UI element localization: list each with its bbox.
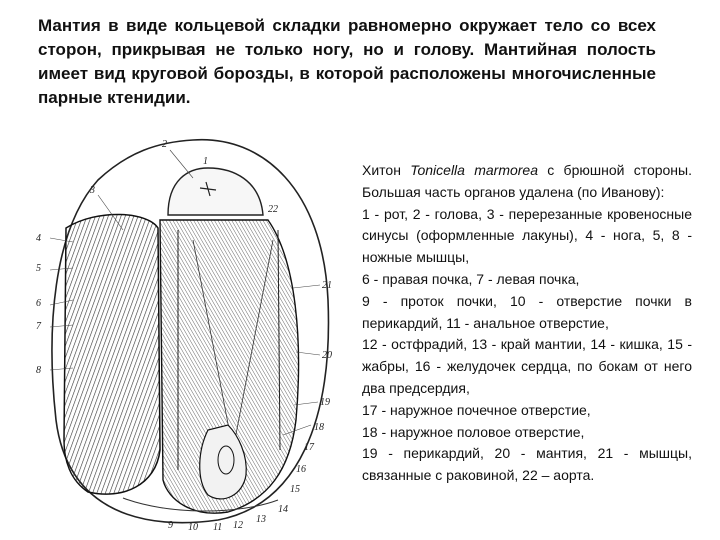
figure-label-17: 17 — [304, 442, 314, 453]
caption-item: 18 - наружное половое отверстие, — [362, 423, 585, 440]
foot-muscle-block — [64, 214, 160, 494]
figure-label-15: 15 — [290, 484, 300, 495]
figure-label-1: 1 — [203, 156, 208, 167]
caption-species: Tonicella marmorea — [410, 162, 539, 178]
figure-label-22: 22 — [268, 204, 278, 215]
figure-label-10: 10 — [188, 522, 198, 533]
caption-item: 9 - проток почки, 10 - отверстие почки в перикардий, 11 - анальное отверстие, — [362, 292, 692, 331]
figure-caption — [362, 160, 692, 487]
figure-label-5: 5 — [36, 263, 41, 274]
figure-label-11: 11 — [213, 522, 223, 533]
figure-label-12: 12 — [233, 520, 243, 531]
figure-label-2: 2 — [162, 139, 167, 150]
figure-label-4: 4 — [36, 233, 41, 244]
chiton-illustration — [28, 120, 358, 535]
figure-label-20: 20 — [322, 350, 332, 361]
figure-label-14: 14 — [278, 504, 288, 515]
figure-label-8: 8 — [36, 365, 41, 376]
figure-label-18: 18 — [314, 422, 324, 433]
figure-label-9: 9 — [168, 520, 173, 531]
figure-label-3: 3 — [90, 185, 95, 196]
caption-item: 12 - остфрадий, 13 - край мантии, 14 - кишка, 15 - жабры, 16 - желудочек сердца, по бокам от него два предсердия, — [362, 336, 692, 396]
caption-item: 1 - рот, 2 - голова, 3 - перерезанные кровеносные синусы (оформленные лакуны), 4 - нога, 5, 8 - ножные мышцы, — [362, 205, 692, 266]
caption-title — [362, 160, 692, 204]
caption-intro: Хитон — [362, 162, 411, 178]
figure-label-21: 21 — [322, 280, 332, 291]
caption-item: 17 - наружное почечное отверстие, — [362, 401, 591, 418]
figure-label-6: 6 — [36, 298, 41, 309]
intro-paragraph: Мантия в виде кольцевой складки равномерно окружает тело со всех сторон, прикрывая не только ногу, но и голову. Мантийная полость имеет вид круговой борозды, в которой расположены многочисленные парные ктенидии. — [38, 16, 656, 107]
figure-label-7: 7 — [36, 321, 41, 332]
caption-item: 6 - правая почка, 7 - левая почка, — [362, 270, 580, 287]
head-shape — [168, 168, 263, 215]
caption-rest: с брюшной стороны. Большая часть органов удалена (по Иванову): — [362, 162, 692, 200]
caption-item: 19 - перикардий, 20 - мантия, 21 - мышцы, связанные с раковиной, 22 – аорта. — [362, 445, 692, 484]
figure-label-16: 16 — [296, 464, 306, 475]
figure-label-19: 19 — [320, 397, 330, 408]
chiton-drawing — [28, 120, 358, 535]
figure-label-13: 13 — [256, 514, 266, 525]
